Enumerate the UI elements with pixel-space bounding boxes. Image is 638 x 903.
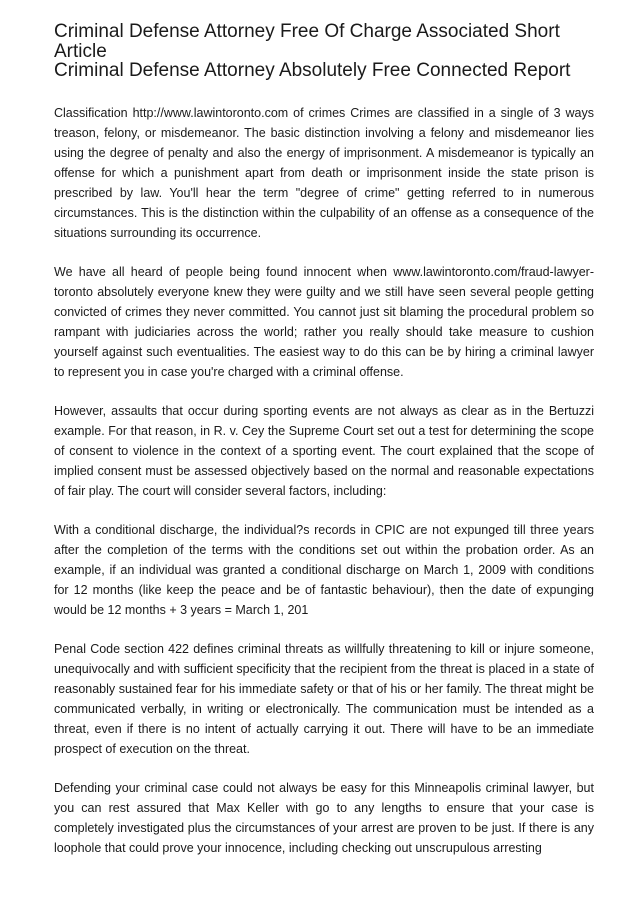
title-line: Criminal Defense Attorney Free Of Charge Associated Short [54,21,560,42]
paragraph: Classification http://www.lawintoronto.com of crimes Crimes are classified in a single of 3 ways treason, felony, or misdemeanor. The basic distinction involving a felony and misdemeanor lies using the degree of penalty and also the energy of imprisonment. A misdemeanor is typically an offense for which a punishment apart from death or imprisonment inside the state prison is prescribed by law. You'll hear the term "degree of crime" getting referred to in numerous circumstances. This is the distinction within the culpability of an offense as a consequence of the situations surrounding its occurrence. [54,105,594,240]
paragraph: We have all heard of people being found innocent when www.lawintoronto.com/fraud-lawyer-toronto absolutely everyone knew they were guilty and we still have seen several people getting convicted of crimes they never committed. You cannot just sit blaming the procedural problem so rampant with judiciaries across the world; rather you really should take measure to cushion yourself against such eventualities. The easiest way to do this can be by hiring a criminal lawyer to represent you in case you're charged with a criminal offense. [54,264,594,379]
paragraph: However, assaults that occur during sporting events are not always as clear as in the Bertuzzi example. For that reason, in R. v. Cey the Supreme Court set out a test for determining the scope of consent to violence in the context of a sporting event. The court explained that the scope of implied consent must be assessed objectively based on the normal and reasonable expectations of fair play. The court will consider several factors, including: [54,403,594,498]
paragraph: Penal Code section 422 defines criminal threats as willfully threatening to kill or injure someone, unequivocally and with sufficient specificity that the recipient from the threat is placed in a state of reasonably sustained fear for his immediate safety or that of his or her family. The threat might be communicated verbally, in writing or electronically. The communication must be intended as a threat, even if there is no intent of actually carrying it out. There will have to be an immediate prospect of execution on the threat. [54,641,594,756]
document-title [54,22,594,81]
paragraph: Defending your criminal case could not always be easy for this Minneapolis criminal lawyer, but you can rest assured that Max Keller with go to any lengths to ensure that your case is completely investigated plus the circumstances of your arrest are proven to be just. If there is any loophole that could prove your innocence, including checking out unscrupulous arresting [54,780,594,855]
article-body [54,103,594,858]
title-line: Criminal Defense Attorney Absolutely Free Connected Report [54,60,571,81]
paragraph: With a conditional discharge, the individual?s records in CPIC are not expunged till three years after the completion of the terms with the conditions set out within the probation order. As an example, if an individual was granted a conditional discharge on March 1, 2009 with conditions for 12 months (like keep the peace and be of fantastic behaviour), then the date of expunging would be 12 months + 3 years = March 1, 201 [54,522,594,617]
title-line: Article [54,40,107,62]
document-page [54,22,594,877]
